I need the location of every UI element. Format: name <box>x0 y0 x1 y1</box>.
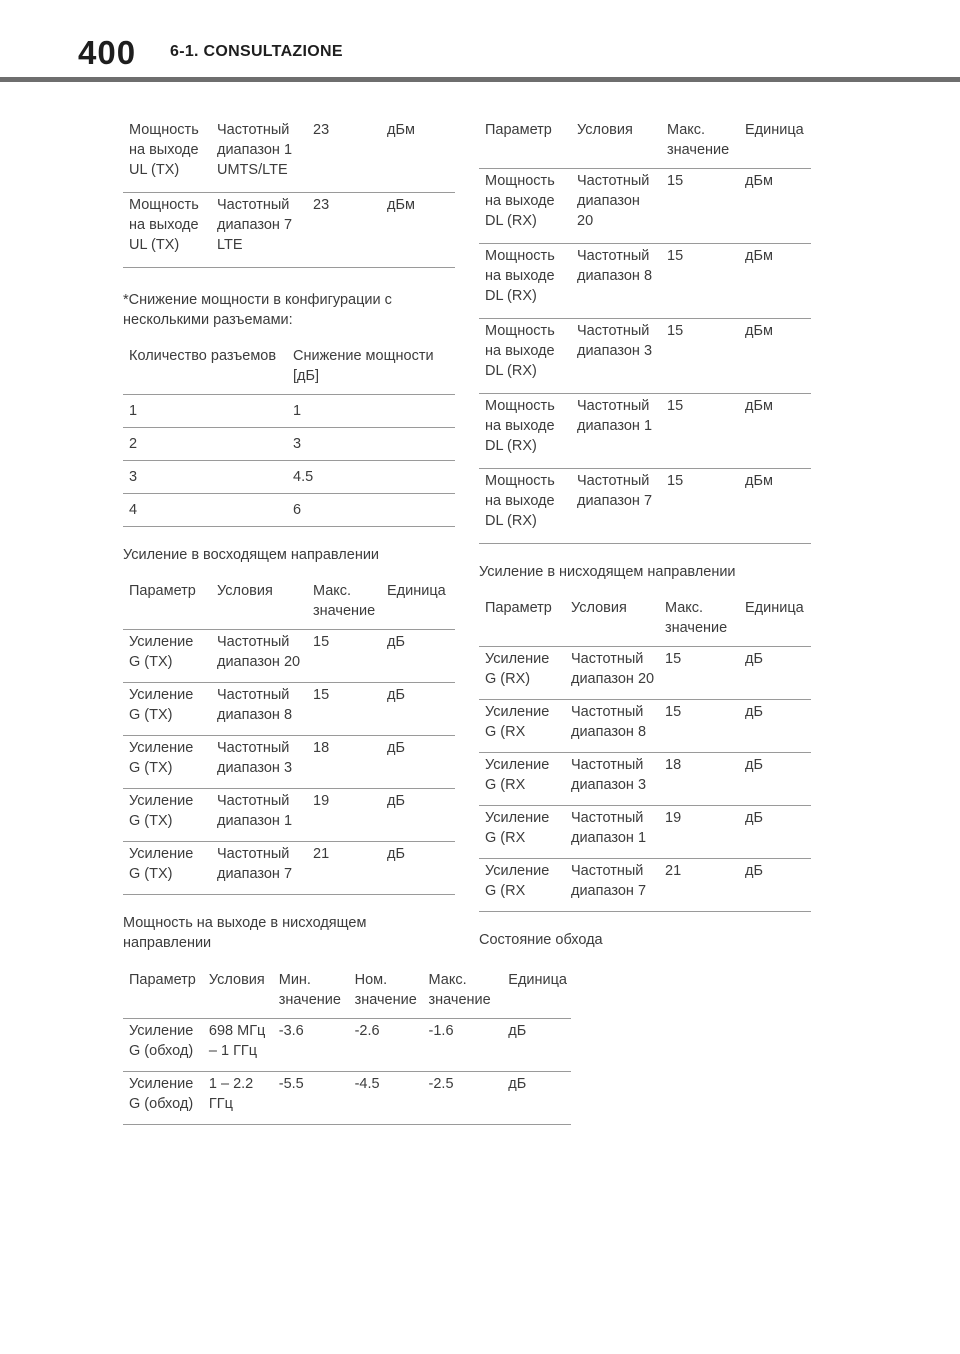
table-cell: Частотный диапазон 7 <box>217 846 293 882</box>
table-cell: Частотный диапазон 3 <box>571 757 647 793</box>
table-cell: дБ <box>387 793 405 809</box>
table-cell: Частотный диапазон 8 <box>577 248 653 284</box>
bypass-section <box>123 968 571 1125</box>
table-cell: 18 <box>313 740 330 756</box>
table-cell: Усиление G (RX) <box>485 651 550 687</box>
table-cell: Усиление G (TX) <box>129 793 194 829</box>
downlink-power-title: Мощность на выходе в нисходящем направлении <box>123 915 367 951</box>
table-cell: Частотный диапазон 8 <box>217 687 293 723</box>
table-cell: дБ <box>387 634 405 650</box>
left-column <box>123 118 455 967</box>
table-row <box>479 169 811 244</box>
table-cell: дБ <box>745 651 763 667</box>
column-header: Мин. значение <box>278 972 341 1008</box>
table-cell: Частотный диапазон 1 <box>571 810 647 846</box>
column-header: Условия <box>208 972 265 988</box>
table-cell: Усиление G (обход) <box>129 1076 194 1112</box>
table-cell: дБм <box>745 323 773 339</box>
table-cell: Усиление G (обход) <box>129 1023 194 1059</box>
table-cell: 3 <box>293 436 302 452</box>
table-cell: Усиление G (RX <box>485 863 550 899</box>
table-cell: 15 <box>667 473 684 489</box>
header-rule <box>0 77 960 82</box>
column-header: Единица <box>508 972 567 988</box>
table-cell: Частотный диапазон 7 <box>577 473 653 509</box>
column-header: Макс. значение <box>428 972 491 1008</box>
chapter-title: 6-1. CONSULTAZIONE <box>170 43 343 60</box>
table-cell: Усиление G (TX) <box>129 740 194 776</box>
table-cell: -2.5 <box>428 1076 454 1092</box>
bypass-title: Состояние обхода <box>479 932 603 948</box>
table-cell: Частотный диапазон 1 <box>217 793 293 829</box>
table-cell: 6 <box>293 502 302 518</box>
table-row <box>123 1072 571 1125</box>
table-cell: 698 МГц – 1 ГГц <box>208 1023 266 1059</box>
table-cell: 1 <box>293 403 302 419</box>
column-header: Макс. значение <box>667 122 730 158</box>
table-header-row <box>123 968 571 1019</box>
table-row <box>123 494 455 527</box>
table-cell: Частотный диапазон 7 LTE <box>217 197 293 253</box>
table-cell: Усиление G (TX) <box>129 687 194 723</box>
table-cell: 3 <box>129 469 138 485</box>
table-cell: 1 <box>129 403 138 419</box>
table-cell: 15 <box>665 704 682 720</box>
table-cell: дБ <box>387 740 405 756</box>
table-cell: 23 <box>313 122 330 138</box>
column-header: Параметр <box>485 122 552 138</box>
table-cell: 15 <box>667 248 684 264</box>
table-row <box>479 469 811 544</box>
table-header-row <box>123 344 455 395</box>
table-cell: -3.6 <box>278 1023 304 1039</box>
table-cell: Усиление G (RX <box>485 810 550 846</box>
table-cell: 15 <box>665 651 682 667</box>
table-cell: 15 <box>313 687 330 703</box>
downlink-gain-title: Усиление в нисходящем направлении <box>479 564 736 580</box>
table-cell: 15 <box>313 634 330 650</box>
table-cell: Усиление G (TX) <box>129 634 194 670</box>
table-cell: дБ <box>745 810 763 826</box>
table-cell: Мощность на выходе DL (RX) <box>485 398 555 454</box>
table-cell: Мощность на выходе DL (RX) <box>485 473 555 529</box>
table-cell: дБм <box>745 473 773 489</box>
table-cell: Усиление G (TX) <box>129 846 194 882</box>
table-cell: Частотный диапазон 20 <box>217 634 301 670</box>
table-row <box>123 1019 571 1072</box>
table-row <box>479 753 811 806</box>
table-cell: Частотный диапазон 8 <box>571 704 647 740</box>
column-header: Параметр <box>485 600 552 616</box>
table-cell: 4 <box>129 502 138 518</box>
table-cell: 15 <box>667 398 684 414</box>
table-row <box>123 789 455 842</box>
table-cell: 18 <box>665 757 682 773</box>
table-cell: дБм <box>387 197 415 213</box>
downlink-gain-table <box>479 596 811 912</box>
table-row <box>479 244 811 319</box>
table-row <box>123 428 455 461</box>
table-row <box>479 394 811 469</box>
table-cell: Частотный диапазон 20 <box>577 173 650 229</box>
table-cell: дБ <box>508 1023 527 1039</box>
table-cell: дБ <box>745 704 763 720</box>
table-cell: Мощность на выходе UL (TX) <box>129 197 199 253</box>
column-header: Условия <box>217 583 273 599</box>
table-cell: 19 <box>665 810 682 826</box>
table-cell: Усиление G (RX <box>485 704 550 740</box>
table-cell: дБм <box>745 398 773 414</box>
table-row <box>123 630 455 683</box>
table-cell: 15 <box>667 323 684 339</box>
table-cell: Частотный диапазон 7 <box>571 863 647 899</box>
table-cell: дБ <box>745 863 763 879</box>
table-cell: -1.6 <box>428 1023 454 1039</box>
table-cell: -2.6 <box>354 1023 380 1039</box>
table-cell: 21 <box>665 863 682 879</box>
table-cell: Частотный диапазон 1 <box>577 398 653 434</box>
table-header-row <box>123 579 455 630</box>
table-cell: дБ <box>508 1076 527 1092</box>
table-row <box>479 700 811 753</box>
table-row <box>123 461 455 494</box>
table-cell: дБм <box>745 173 773 189</box>
column-header: Единица <box>745 122 804 138</box>
table-cell: Частотный диапазон 1 UMTS/LTE <box>217 122 293 178</box>
power-reduction-table <box>123 344 455 527</box>
column-header: Количество разъемов <box>129 348 277 364</box>
table-cell: дБм <box>745 248 773 264</box>
table-cell: Частотный диапазон 20 <box>571 651 655 687</box>
table-row <box>123 193 455 268</box>
table-cell: дБ <box>745 757 763 773</box>
page-number: 400 <box>78 34 137 71</box>
column-header: Параметр <box>129 972 196 988</box>
table-cell: 2 <box>129 436 138 452</box>
table-row <box>479 319 811 394</box>
column-header: Снижение мощности [дБ] <box>293 348 434 384</box>
column-header: Условия <box>571 600 627 616</box>
uplink-power-table <box>123 118 455 268</box>
table-cell: 4.5 <box>293 469 314 485</box>
table-cell: 19 <box>313 793 330 809</box>
table-cell: 15 <box>667 173 684 189</box>
table-cell: -4.5 <box>354 1076 380 1092</box>
table-header-row <box>479 596 811 647</box>
table-row <box>123 842 455 895</box>
table-row <box>479 859 811 912</box>
table-cell: Усиление G (RX <box>485 757 550 793</box>
column-header: Условия <box>577 122 633 138</box>
table-cell: дБ <box>387 846 405 862</box>
uplink-gain-table <box>123 579 455 895</box>
column-header: Макс. значение <box>313 583 376 619</box>
table-cell: Мощность на выходе DL (RX) <box>485 173 555 229</box>
column-header: Единица <box>387 583 446 599</box>
table-cell: дБ <box>387 687 405 703</box>
table-row <box>123 395 455 428</box>
table-row <box>479 647 811 700</box>
table-cell: Мощность на выходе UL (TX) <box>129 122 199 178</box>
column-header: Макс. значение <box>665 600 728 636</box>
bypass-table <box>123 968 571 1125</box>
table-row <box>479 806 811 859</box>
table-cell: 23 <box>313 197 330 213</box>
column-header: Ном. значение <box>354 972 417 1008</box>
uplink-gain-title: Усиление в восходящем направлении <box>123 547 380 563</box>
table-cell: 21 <box>313 846 330 862</box>
table-cell: 1 – 2.2 ГГц <box>208 1076 254 1112</box>
table-row <box>123 736 455 789</box>
table-cell: -5.5 <box>278 1076 304 1092</box>
table-row <box>123 118 455 193</box>
table-cell: Частотный диапазон 3 <box>577 323 653 359</box>
column-header: Параметр <box>129 583 196 599</box>
right-column <box>479 118 811 964</box>
table-cell: Частотный диапазон 3 <box>217 740 293 776</box>
table-header-row <box>479 118 811 169</box>
table-cell: Мощность на выходе DL (RX) <box>485 248 555 304</box>
multi-port-note: *Снижение мощности в конфигурации с несколькими разъемами: <box>123 292 392 328</box>
table-cell: Мощность на выходе DL (RX) <box>485 323 555 379</box>
table-row <box>123 683 455 736</box>
column-header: Единица <box>745 600 804 616</box>
table-cell: дБм <box>387 122 415 138</box>
downlink-power-table <box>479 118 811 544</box>
